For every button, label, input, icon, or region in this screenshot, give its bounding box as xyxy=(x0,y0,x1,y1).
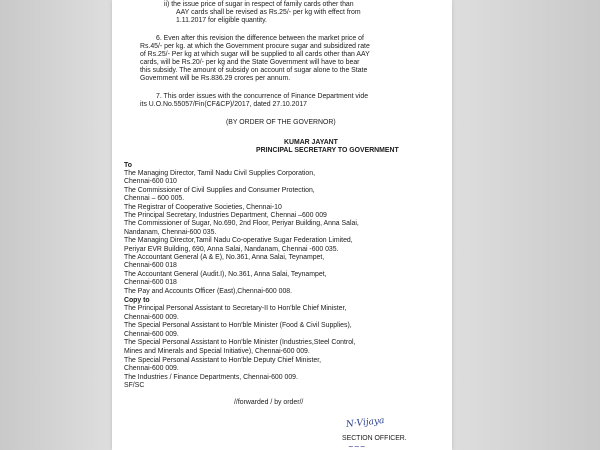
term-ii-line: 1.11.2017 for eligible quantity. xyxy=(176,17,267,24)
by-order-line: (BY ORDER OF THE GOVERNOR) xyxy=(226,119,336,126)
copy-to-label: Copy to xyxy=(124,297,150,304)
para6-line: 6. Even after this revision the difference between the market price of xyxy=(156,35,364,42)
address-line: The Accountant General (A & E), No.361, Anna Salai, Teynampet, xyxy=(124,254,325,261)
para7-line: its U.O.No.55057/Fin(CF&CP)/2017, dated 27.10.2017 xyxy=(140,101,308,108)
address-line: The Registrar of Cooperative Societies, Chennai-10 xyxy=(124,203,282,211)
address-line: The Managing Director, Tamil Nadu Civil Supplies Corporation, xyxy=(124,170,315,177)
address-line: Chennai-600 010 xyxy=(124,178,177,186)
address-line: Chennai-600 009. xyxy=(124,330,179,338)
signatory-name: KUMAR JAYANT xyxy=(284,139,338,146)
signatory-title: PRINCIPAL SECRETARY TO GOVERNMENT xyxy=(256,147,399,154)
address-line: Chennai-600 018 xyxy=(124,262,177,270)
address-line: Periyar EVR Building, 690, Anna Salai, Nandanam, Chennai -600 035. xyxy=(124,245,339,253)
document-page xyxy=(112,0,452,450)
address-line: The Managing Director,Tamil Nadu Co-operative Sugar Federation Limited, xyxy=(124,237,353,245)
address-line: The Special Personal Assistant to Hon'ble Minister (Industries,Steel Control, xyxy=(124,339,356,347)
address-line: The Accountant General (Audit.I), No.361, Anna Salai, Teynampet, xyxy=(124,270,327,278)
address-line: Chennai-600 009. xyxy=(124,313,179,321)
address-line: The Commissioner of Civil Supplies and Consumer Protection, xyxy=(124,186,315,194)
signature-mark: N·Vijaya xyxy=(345,416,385,430)
address-line: The Special Personal Assistant to Hon'ble Deputy Chief Minister, xyxy=(124,356,322,364)
to-label: To xyxy=(124,162,132,169)
background-right xyxy=(452,0,600,450)
address-line: Chennai-600 009. xyxy=(124,365,179,373)
para6-line: of Rs.25/- Per kg at which sugar will be supplied to all cards other than AAY xyxy=(140,51,370,58)
para6-line: cards, will be Rs.20/- per kg and the State Government will have to bear xyxy=(140,59,360,66)
document-body xyxy=(112,0,412,450)
address-line: SF/SC xyxy=(124,382,145,390)
address-line: Mines and Minerals and Special Initiative), Chennai-600 009. xyxy=(124,348,310,355)
background-left xyxy=(0,0,112,450)
section-officer-label: SECTION OFFICER. xyxy=(342,435,407,442)
address-line: The Pay and Accounts Officer (East),Chennai-600 008. xyxy=(124,287,293,295)
para6-line: Rs.45/- per kg. at which the Government procure sugar and subsidized rate xyxy=(140,43,370,50)
para7-line: 7. This order issues with the concurrence of Finance Department vide xyxy=(156,93,369,100)
address-line: Nandanam, Chennai-600 035. xyxy=(124,228,217,236)
address-line: The Principal Personal Assistant to Secretary-II to Hon'ble Chief Minister, xyxy=(124,305,347,312)
para6-line: Government will be Rs.836.29 crores per annum. xyxy=(140,75,291,82)
address-line: Chennai-600 018 xyxy=(124,279,177,287)
term-ii-line: ii) the issue price of sugar in respect of family cards other than xyxy=(164,1,354,8)
address-line: The Industries / Finance Departments, Chennai-600 009. xyxy=(124,373,298,381)
para6-line: this subsidy. The amount of subsidy on account of sugar alone to the State xyxy=(140,67,368,74)
address-line: The Commissioner of Sugar, No.690, 2nd Floor, Periyar Building, Anna Salai, xyxy=(124,220,359,228)
signature-tail: ~~~ xyxy=(348,443,366,450)
address-line: The Special Personal Assistant to Hon'ble Minister (Food & Civil Supplies), xyxy=(124,322,352,330)
forwarded-line: //forwarded / by order// xyxy=(234,399,304,406)
address-line: The Principal Secretary, Industries Department, Chennai –600 009 xyxy=(124,212,327,219)
address-line: Chennai – 600 005. xyxy=(124,195,185,203)
term-ii-line: AAY cards shall be revised as Rs.25/- per kg with effect from xyxy=(176,9,361,16)
